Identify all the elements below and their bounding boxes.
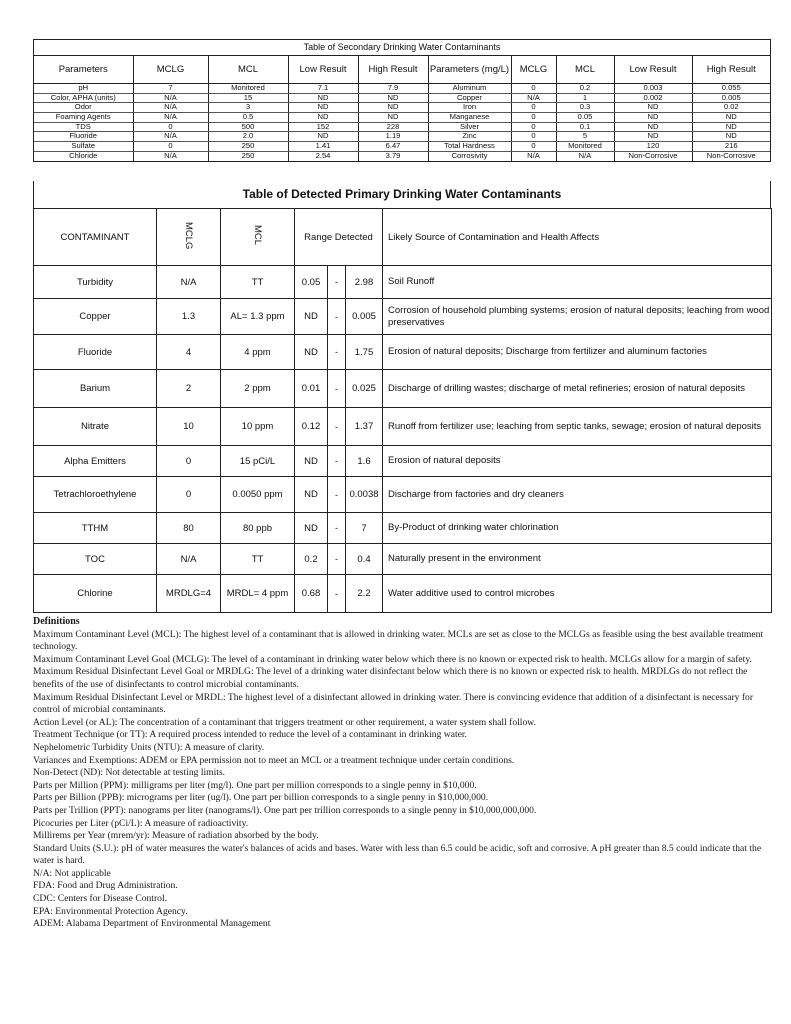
table-cell: N/A bbox=[133, 93, 208, 103]
table-cell: 7.1 bbox=[288, 84, 358, 94]
range-separator: - bbox=[328, 513, 346, 544]
contaminant-cell: TOC bbox=[34, 544, 157, 575]
range-high-cell: 1.75 bbox=[346, 335, 383, 370]
table-cell: Non-Corrosive bbox=[692, 151, 770, 160]
contaminant-cell: Nitrate bbox=[34, 408, 157, 446]
definitions-list bbox=[33, 629, 771, 931]
mcl-cell: MRDL= 4 ppm bbox=[221, 575, 295, 613]
primary-table-body bbox=[34, 266, 772, 613]
range-high-cell: 2.98 bbox=[346, 266, 383, 299]
table-cell: 6.47 bbox=[358, 142, 428, 152]
secondary-table-title: Table of Secondary Drinking Water Contaminants bbox=[34, 40, 770, 56]
table-cell: N/A bbox=[133, 151, 208, 160]
source-cell: Erosion of natural deposits bbox=[383, 446, 772, 477]
range-low-cell: ND bbox=[295, 446, 328, 477]
table-cell: Fluoride bbox=[34, 132, 133, 142]
table-cell: 0.002 bbox=[614, 93, 692, 103]
col-header: High Result bbox=[692, 56, 770, 84]
col-header: High Result bbox=[358, 56, 428, 84]
range-high-cell: 0.4 bbox=[346, 544, 383, 575]
range-high-cell: 7 bbox=[346, 513, 383, 544]
range-separator: - bbox=[328, 299, 346, 335]
table-cell: 7.9 bbox=[358, 84, 428, 94]
table-cell: ND bbox=[614, 113, 692, 123]
range-separator: - bbox=[328, 575, 346, 613]
table-cell: 0.5 bbox=[208, 113, 288, 123]
table-cell: 0.02 bbox=[692, 103, 770, 113]
mclg-cell: 1.3 bbox=[157, 299, 221, 335]
range-high-cell: 1.37 bbox=[346, 408, 383, 446]
table-row bbox=[34, 84, 770, 94]
table-cell: ND bbox=[288, 103, 358, 113]
definition-item: Nephelometric Turbidity Units (NTU): A measure of clarity. bbox=[33, 741, 265, 753]
range-high-cell: 0.025 bbox=[346, 370, 383, 408]
range-header: Range Detected bbox=[295, 209, 383, 266]
table-cell: 500 bbox=[208, 122, 288, 132]
table-row bbox=[34, 113, 770, 123]
col-header: MCL bbox=[208, 56, 288, 84]
mcl-cell: 80 ppb bbox=[221, 513, 295, 544]
mclg-cell: 4 bbox=[157, 335, 221, 370]
mcl-cell: TT bbox=[221, 544, 295, 575]
table-cell: 0 bbox=[133, 122, 208, 132]
table-cell: 0 bbox=[511, 132, 556, 142]
table-cell: 0.055 bbox=[692, 84, 770, 94]
table-row bbox=[34, 122, 770, 132]
range-separator: - bbox=[328, 370, 346, 408]
range-high-cell: 0.0038 bbox=[346, 477, 383, 513]
table-row bbox=[34, 408, 772, 446]
table-cell: ND bbox=[692, 122, 770, 132]
table-cell: 0.3 bbox=[556, 103, 614, 113]
table-cell: 0.1 bbox=[556, 122, 614, 132]
range-separator: - bbox=[328, 477, 346, 513]
table-cell: ND bbox=[288, 113, 358, 123]
table-cell: 3.79 bbox=[358, 151, 428, 160]
definition-item: Parts per Million (PPM): milligrams per liter (mg/l). One part per million corresponds to a single penny in $10,000. bbox=[33, 779, 477, 791]
table-cell: Non-Corrosive bbox=[614, 151, 692, 160]
range-separator: - bbox=[328, 544, 346, 575]
definition-item: Variances and Exemptions: ADEM or EPA permission not to meet an MCL or a treatment technique under certain conditions. bbox=[33, 754, 515, 766]
table-cell: ND bbox=[358, 113, 428, 123]
source-header: Likely Source of Contamination and Health Affects bbox=[383, 209, 772, 266]
table-cell: 0.2 bbox=[556, 84, 614, 94]
table-row bbox=[34, 132, 770, 142]
source-cell: Soil Runoff bbox=[383, 266, 772, 299]
table-cell: Odor bbox=[34, 103, 133, 113]
mcl-cell: 15 pCi/L bbox=[221, 446, 295, 477]
definition-item: CDC: Centers for Disease Control. bbox=[33, 893, 168, 905]
table-cell: ND bbox=[692, 132, 770, 142]
primary-header-row bbox=[34, 209, 772, 266]
source-cell: Water additive used to control microbes bbox=[383, 575, 772, 613]
table-cell: ND bbox=[614, 122, 692, 132]
source-cell: Runoff from fertilizer use; leaching from septic tanks, sewage; erosion of natural deposits bbox=[383, 408, 772, 446]
contaminant-cell: Alpha Emitters bbox=[34, 446, 157, 477]
table-row bbox=[34, 335, 772, 370]
contaminant-cell: Tetrachloroethylene bbox=[34, 477, 157, 513]
table-cell: ND bbox=[692, 113, 770, 123]
definitions-section bbox=[33, 616, 771, 931]
table-cell: 120 bbox=[614, 142, 692, 152]
table-cell: 0.005 bbox=[692, 93, 770, 103]
table-cell: Foaming Agents bbox=[34, 113, 133, 123]
range-separator: - bbox=[328, 266, 346, 299]
table-cell: 2.54 bbox=[288, 151, 358, 160]
table-row bbox=[34, 103, 770, 113]
definition-item: FDA: Food and Drug Administration. bbox=[33, 880, 178, 892]
table-cell: 0 bbox=[511, 84, 556, 94]
table-cell: Aluminum bbox=[428, 84, 511, 94]
source-cell: Discharge from factories and dry cleaners bbox=[383, 477, 772, 513]
table-cell: 216 bbox=[692, 142, 770, 152]
col-header: Parameters bbox=[34, 56, 133, 84]
range-low-cell: ND bbox=[295, 335, 328, 370]
contaminant-header: CONTAMINANT bbox=[34, 209, 157, 266]
contaminant-cell: TTHM bbox=[34, 513, 157, 544]
table-cell: ND bbox=[614, 132, 692, 142]
range-high-cell: 1.6 bbox=[346, 446, 383, 477]
table-cell: 0 bbox=[511, 142, 556, 152]
contaminant-cell: Barium bbox=[34, 370, 157, 408]
col-header: Low Result bbox=[614, 56, 692, 84]
mclg-cell: N/A bbox=[157, 266, 221, 299]
definition-item: Maximum Residual Disinfectant Level or MRDL: The highest level of a disinfectant allowed in drinking water. There is convincing evidence that addition of a disinfectant is necessary for control of microbial contaminants. bbox=[33, 691, 754, 716]
mclg-cell: 2 bbox=[157, 370, 221, 408]
table-cell: Iron bbox=[428, 103, 511, 113]
source-cell: Naturally present in the environment bbox=[383, 544, 772, 575]
table-cell: N/A bbox=[511, 151, 556, 160]
mcl-cell: TT bbox=[221, 266, 295, 299]
range-separator: - bbox=[328, 408, 346, 446]
definition-item: Picocuries per Liter (pCi/L): A measure of radioactivity. bbox=[33, 817, 249, 829]
table-row bbox=[34, 477, 772, 513]
contaminant-cell: Fluoride bbox=[34, 335, 157, 370]
range-separator: - bbox=[328, 335, 346, 370]
table-cell: 0 bbox=[511, 122, 556, 132]
source-cell: Discharge of drilling wastes; discharge of metal refineries; erosion of natural deposits bbox=[383, 370, 772, 408]
mcl-header: MCL bbox=[221, 209, 295, 266]
definition-item: Parts per Billion (PPB): micrograms per liter (ug/l). One part per billion corresponds to a single penny in $10,000,000. bbox=[33, 792, 489, 804]
table-cell: 0 bbox=[511, 113, 556, 123]
table-row bbox=[34, 93, 770, 103]
definition-item: Parts per Trillion (PPT): nanograms per liter (nanograms/l). One part per trillion corresponds to a single penny in $10,000,000,000. bbox=[33, 804, 537, 816]
range-low-cell: ND bbox=[295, 513, 328, 544]
secondary-table-body bbox=[34, 84, 770, 161]
table-cell: 0 bbox=[511, 103, 556, 113]
mclg-cell: 0 bbox=[157, 446, 221, 477]
col-header: Parameters (mg/L) bbox=[428, 56, 511, 84]
col-header: MCL bbox=[556, 56, 614, 84]
table-cell: N/A bbox=[133, 113, 208, 123]
mclg-cell: 0 bbox=[157, 477, 221, 513]
definition-item: Maximum Contaminant Level (MCL): The highest level of a contaminant that is allowed in drinking water. MCLs are set as close to the MCLGs as feasible using the best available treatment technology. bbox=[33, 628, 764, 653]
range-low-cell: 0.01 bbox=[295, 370, 328, 408]
mclg-cell: 10 bbox=[157, 408, 221, 446]
table-cell: ND bbox=[358, 93, 428, 103]
range-low-cell: 0.2 bbox=[295, 544, 328, 575]
table-row bbox=[34, 151, 770, 160]
table-cell: TDS bbox=[34, 122, 133, 132]
table-row bbox=[34, 544, 772, 575]
table-row bbox=[34, 142, 770, 152]
table-cell: 228 bbox=[358, 122, 428, 132]
table-cell: 0.003 bbox=[614, 84, 692, 94]
definitions-heading: Definitions bbox=[33, 616, 80, 627]
table-row bbox=[34, 299, 772, 335]
secondary-header-row bbox=[34, 56, 770, 84]
table-cell: Total Hardness bbox=[428, 142, 511, 152]
col-header: MCLG bbox=[133, 56, 208, 84]
mclg-cell: MRDLG=4 bbox=[157, 575, 221, 613]
table-cell: 0 bbox=[133, 142, 208, 152]
table-row bbox=[34, 575, 772, 613]
primary-contaminants-table bbox=[33, 208, 772, 613]
table-row bbox=[34, 446, 772, 477]
mcl-cell: AL= 1.3 ppm bbox=[221, 299, 295, 335]
mcl-cell: 10 ppm bbox=[221, 408, 295, 446]
table-cell: ND bbox=[614, 103, 692, 113]
table-cell: 7 bbox=[133, 84, 208, 94]
table-cell: N/A bbox=[556, 151, 614, 160]
table-cell: N/A bbox=[133, 103, 208, 113]
table-cell: Chloride bbox=[34, 151, 133, 160]
range-low-cell: 0.05 bbox=[295, 266, 328, 299]
definition-item: Non-Detect (ND): Not detectable at testing limits. bbox=[33, 767, 226, 779]
range-low-cell: ND bbox=[295, 477, 328, 513]
table-cell: 1.19 bbox=[358, 132, 428, 142]
table-cell: 3 bbox=[208, 103, 288, 113]
range-low-cell: 0.12 bbox=[295, 408, 328, 446]
table-cell: 5 bbox=[556, 132, 614, 142]
table-cell: Sulfate bbox=[34, 142, 133, 152]
definition-item: ADEM: Alabama Department of Environmental Management bbox=[33, 918, 271, 930]
table-cell: 0.05 bbox=[556, 113, 614, 123]
secondary-table-grid bbox=[34, 56, 770, 161]
range-low-cell: ND bbox=[295, 299, 328, 335]
table-cell: Zinc bbox=[428, 132, 511, 142]
table-cell: N/A bbox=[133, 132, 208, 142]
table-cell: Corrosivity bbox=[428, 151, 511, 160]
definition-item: Maximum Residual Disinfectant Level Goal or MRDLG: The level of a drinking water disinfectant below which there is no known or expected risk to health. MRDLGs do not reflect the benefits of the use of disinfectants to control microbial contaminants. bbox=[33, 666, 748, 690]
table-cell: Monitored bbox=[208, 84, 288, 94]
col-header: MCLG bbox=[511, 56, 556, 84]
table-cell: Copper bbox=[428, 93, 511, 103]
definition-item: Maximum Contaminant Level Goal (MCLG): The level of a contaminant in drinking water below which there is no known or expected risk to health. MCLGs allow for a margin of safety. bbox=[33, 653, 752, 665]
definition-item: Millirems per Year (mrem/yr): Measure of radiation absorbed by the body. bbox=[33, 830, 319, 842]
definition-item: Treatment Technique (or TT): A required process intended to reduce the level of a contaminant in drinking water. bbox=[33, 729, 467, 741]
definition-item: Action Level (or AL): The concentration of a contaminant that triggers treatment or other requirement, a water system shall follow. bbox=[33, 716, 536, 728]
table-cell: 250 bbox=[208, 151, 288, 160]
table-cell: ND bbox=[288, 132, 358, 142]
mclg-header: MCLG bbox=[157, 209, 221, 266]
definition-item: Standard Units (S.U.): pH of water measures the water's balances of acids and bases. Water with less than 6.5 could be acidic, soft and corrosive. A pH greater than 8.5 could indicate that the water is hard. bbox=[33, 842, 762, 867]
contaminant-cell: Chlorine bbox=[34, 575, 157, 613]
table-cell: N/A bbox=[511, 93, 556, 103]
col-header: Low Result bbox=[288, 56, 358, 84]
table-row bbox=[34, 370, 772, 408]
table-cell: 250 bbox=[208, 142, 288, 152]
mcl-cell: 4 ppm bbox=[221, 335, 295, 370]
table-cell: Silver bbox=[428, 122, 511, 132]
table-row bbox=[34, 266, 772, 299]
secondary-contaminants-table bbox=[33, 39, 771, 162]
definition-item: N/A: Not applicable bbox=[33, 867, 111, 879]
range-separator: - bbox=[328, 446, 346, 477]
mclg-cell: 80 bbox=[157, 513, 221, 544]
range-low-cell: 0.68 bbox=[295, 575, 328, 613]
contaminant-cell: Copper bbox=[34, 299, 157, 335]
mcl-cell: 2 ppm bbox=[221, 370, 295, 408]
range-high-cell: 2.2 bbox=[346, 575, 383, 613]
definition-item: EPA: Environmental Protection Agency. bbox=[33, 905, 188, 917]
source-cell: Erosion of natural deposits; Discharge from fertilizer and aluminum factories bbox=[383, 335, 772, 370]
table-cell: ND bbox=[358, 103, 428, 113]
table-cell: Manganese bbox=[428, 113, 511, 123]
source-cell: Corrosion of household plumbing systems; erosion of natural deposits; leaching from wood preservatives bbox=[383, 299, 772, 335]
table-cell: 152 bbox=[288, 122, 358, 132]
primary-table-title: Table of Detected Primary Drinking Water Contaminants bbox=[33, 181, 771, 208]
contaminant-cell: Turbidity bbox=[34, 266, 157, 299]
table-cell: 2.0 bbox=[208, 132, 288, 142]
table-cell: ND bbox=[288, 93, 358, 103]
table-row bbox=[34, 513, 772, 544]
mcl-cell: 0.0050 ppm bbox=[221, 477, 295, 513]
table-cell: Monitored bbox=[556, 142, 614, 152]
table-cell: 1.41 bbox=[288, 142, 358, 152]
mclg-cell: N/A bbox=[157, 544, 221, 575]
table-cell: 15 bbox=[208, 93, 288, 103]
table-cell: pH bbox=[34, 84, 133, 94]
range-high-cell: 0.005 bbox=[346, 299, 383, 335]
table-cell: 1 bbox=[556, 93, 614, 103]
table-cell: Color, APHA (units) bbox=[34, 93, 133, 103]
source-cell: By-Product of drinking water chlorination bbox=[383, 513, 772, 544]
